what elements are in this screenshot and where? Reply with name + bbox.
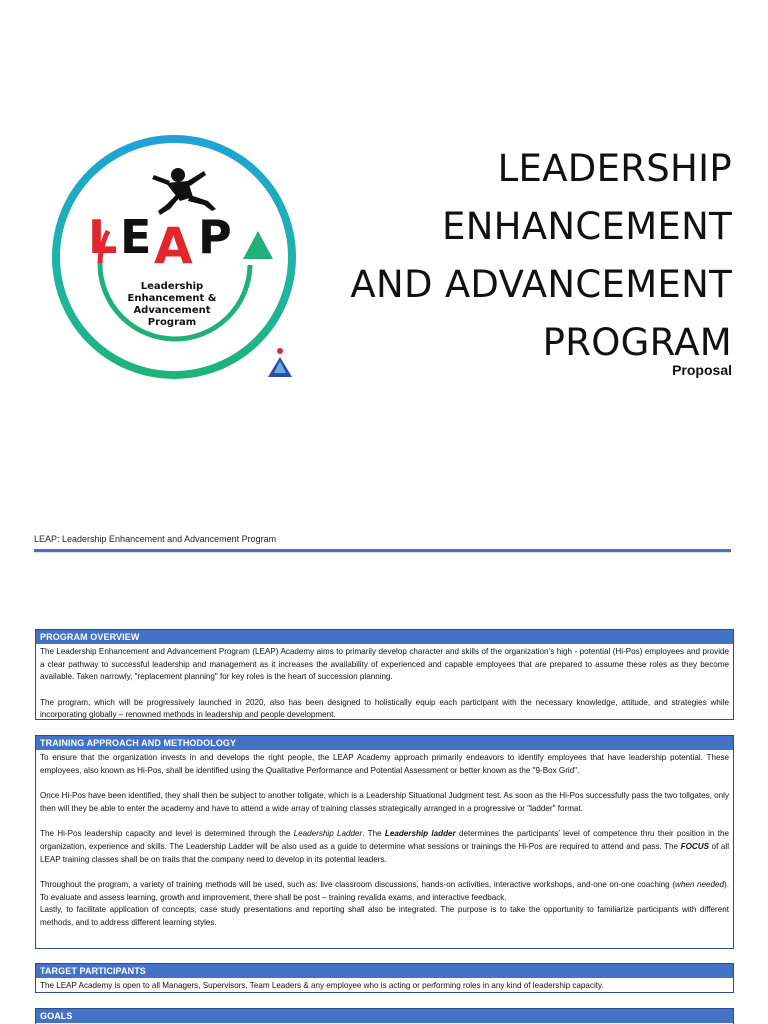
section-body — [36, 978, 733, 996]
section-program-overview — [35, 629, 734, 720]
text-run: Throughout the program, a variety of training methods will be used, such as: live classroom discussions, hands-on activities, interactive workshops, and-one on-one coaching ( — [40, 880, 676, 890]
leap-logo-graphic — [48, 135, 303, 380]
text-run-bold-italic: FOCUS — [680, 841, 709, 851]
section-title: TRAINING APPROACH AND METHODOLOGY — [36, 736, 733, 750]
header-rule — [34, 549, 731, 552]
logo-line-3: Advancement — [133, 305, 211, 316]
paragraph: The LEAP Academy is open to all Managers, Supervisors, Team Leaders & any employee who is acting or performing roles in any kind of leadership capacity. — [40, 981, 604, 990]
section-title: TARGET PARTICIPANTS — [36, 964, 733, 978]
cover-title-line-4: PROGRAM — [542, 321, 732, 364]
logo-letter-l: L — [88, 210, 118, 264]
section-body — [36, 750, 733, 933]
cover-title-line-1: LEADERSHIP — [497, 147, 732, 190]
text-run-italic: when needed — [675, 880, 725, 890]
logo-line-1: Leadership — [140, 281, 204, 292]
section-training-approach — [35, 735, 734, 949]
text-run-italic: Leadership Ladder — [293, 829, 363, 839]
paragraph: The Leadership Enhancement and Advancement Program (LEAP) Academy aims to primarily develop character and skills of the organization’s high - potential (Hi-Pos) employees and provide a clear pathway to successful leadership and management as it increases the availability of experienced and capable employees that are prepared to assume these roles as they become available. Taken narrowly, "replacement planning" for key roles is the heart of succession planning. — [40, 647, 729, 682]
arrow-up-icon — [243, 231, 273, 259]
paragraph — [40, 879, 729, 904]
section-target-participants — [35, 963, 734, 993]
text-run: of all LEAP training classes shall be on traits that the company need to develop in its potential leaders. — [40, 841, 729, 864]
page-header: LEAP: Leadership Enhancement and Advancement Program — [34, 534, 277, 544]
cover-subtitle: Proposal — [672, 362, 732, 378]
section-body — [36, 644, 733, 725]
text-run: The Hi-Pos leadership capacity and level is determined through the — [40, 829, 294, 839]
text-run: . The — [362, 829, 385, 839]
paragraph: Once Hi-Pos have been identified, they shall then be subject to another tollgate, which is a Leadership Situational Judgment test. As soon as the Hi-Pos successfully pass the two tollgates, only then will they be able to enter the academy and have to attend a wide array of training classes strategically arranged in a progressive or "ladder" format. — [40, 791, 729, 813]
logo-letter-e: E — [120, 210, 152, 264]
paragraph: Lastly, to facilitate application of concepts, case study presentations and reporting shall also be integrated. The purpose is to take the opportunity to familiarize participants with different methods, and to address different learning styles. — [40, 905, 729, 927]
section-goals — [35, 1008, 734, 1024]
cover-title-line-3: AND ADVANCEMENT — [350, 263, 732, 306]
text-run: determines the participants’ level of competence thru their position in the organization, experience and skills. The Leadership Ladder will be also used as a guide to determine what sessions or trainings the Hi-Pos are required to attend and pass. The — [40, 829, 730, 851]
cover-title-line-2: ENHANCEMENT — [442, 205, 732, 248]
cover-title — [312, 140, 732, 372]
logo-line-4: Program — [147, 317, 197, 328]
leap-logo — [48, 135, 303, 380]
paragraph: The program, which will be progressively launched in 2020, also has been designed to holistically equip each participant with the necessary knowledge, attitude, and strategies while incorporating globally – renowned methods in leadership and people development. — [40, 697, 729, 720]
paragraph: To ensure that the organization invests in and develops the right people, the LEAP Academy approach primarily endeavors to identify employees that have leadership potential. These employees, also known as Hi-Pos, shall be identified using the Qualitative Performance and Potential Assessment or better known as the "9-Box Grid". — [40, 753, 729, 775]
text-run-bold-italic: Leadership ladder — [384, 829, 456, 839]
company-badge-icon — [268, 348, 292, 377]
paragraph — [40, 828, 729, 866]
section-title: PROGRAM OVERVIEW — [36, 630, 733, 644]
section-title: GOALS — [36, 1009, 733, 1023]
jumping-person-icon — [152, 168, 216, 215]
text-run: ). To evaluate and assess learning, growth and improvement, there shall be post – training revalida exams, and interactive feedback. — [40, 880, 729, 902]
logo-letter-p: P — [198, 210, 232, 264]
logo-letter-a: A — [154, 217, 193, 275]
logo-line-2: Enhancement & — [127, 293, 217, 304]
